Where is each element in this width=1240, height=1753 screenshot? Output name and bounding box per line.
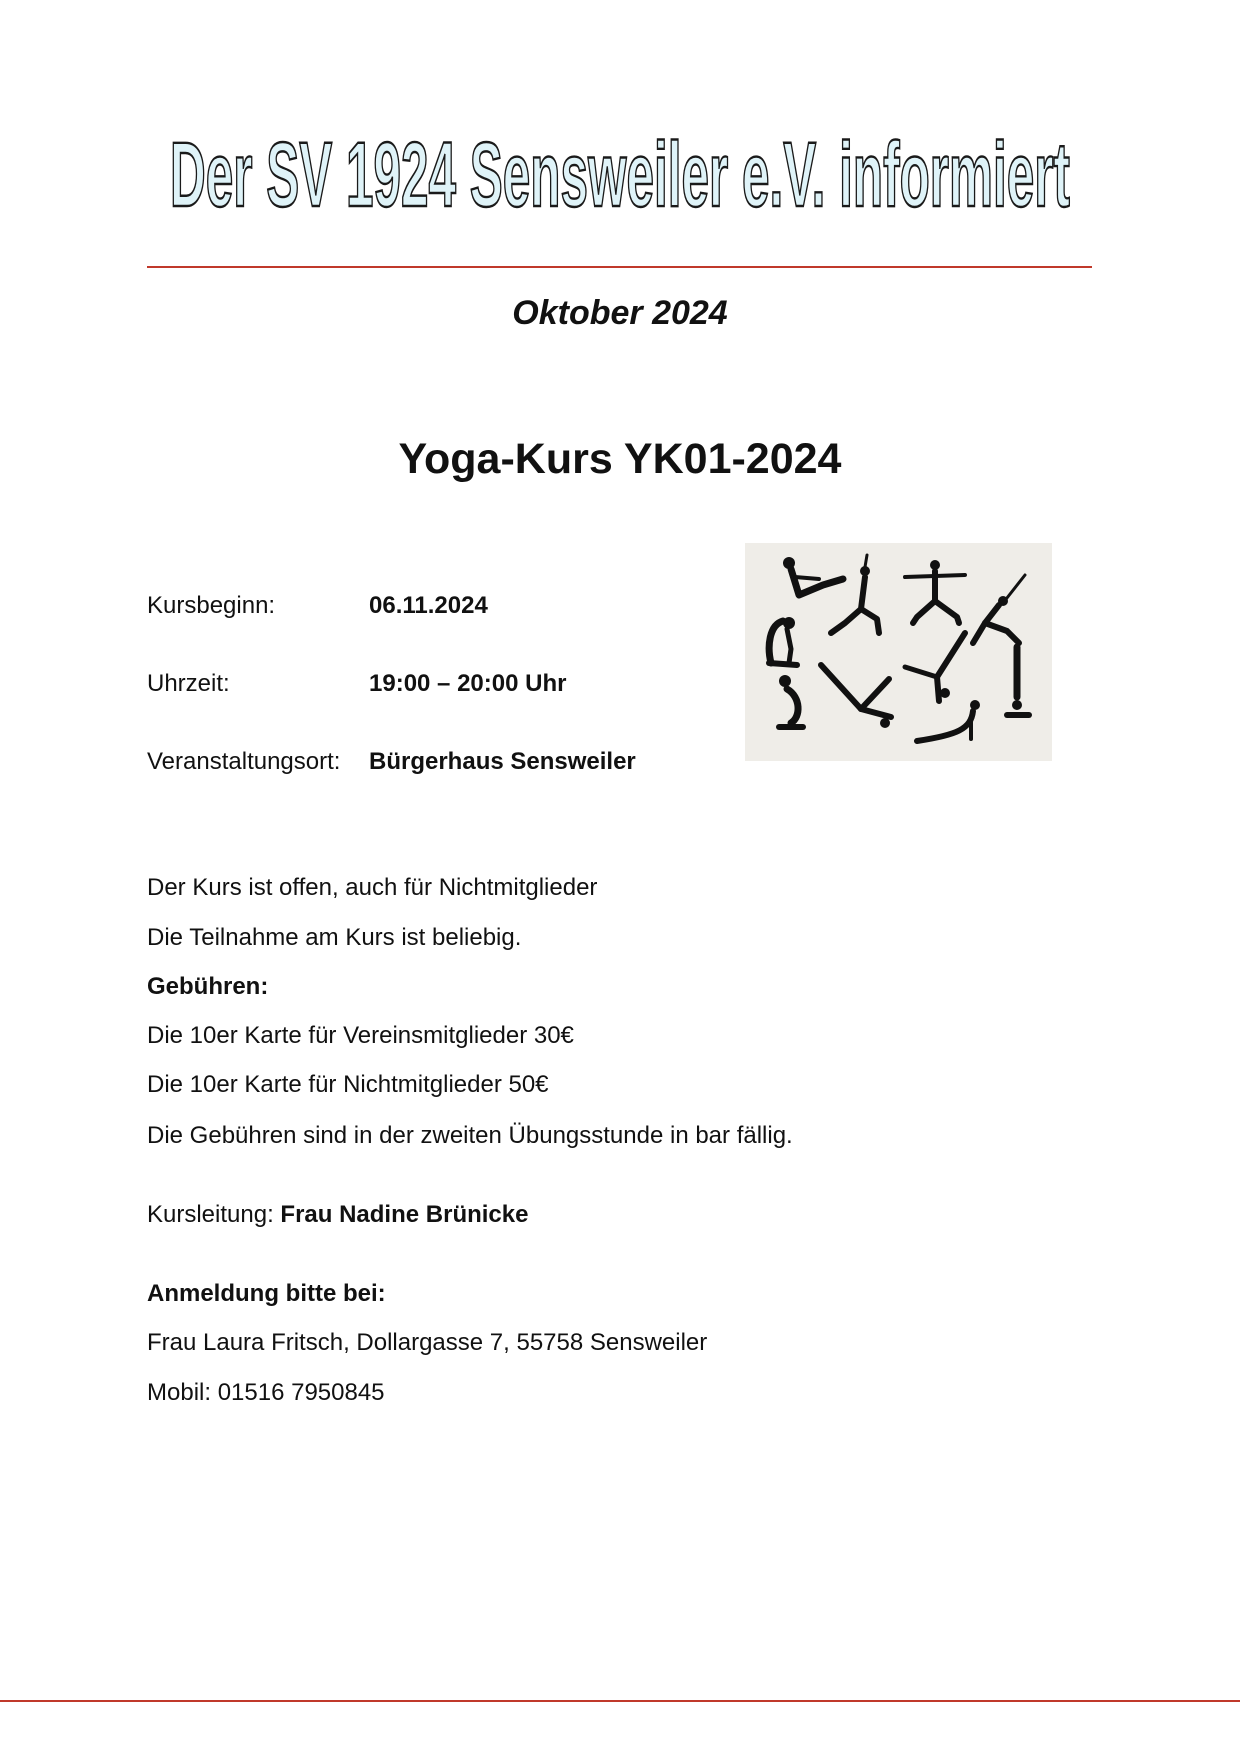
issue-month: Oktober 2024 [512, 294, 728, 332]
venue-label: Veranstaltungsort: [147, 748, 341, 775]
bottom-divider [0, 1700, 1240, 1702]
participation-text: Die Teilnahme am Kurs ist beliebig. [147, 924, 522, 951]
fee-nonmembers-text: Die 10er Karte für Nichtmitglieder 50€ [147, 1071, 549, 1098]
time-value: 19:00 – 20:00 Uhr [369, 670, 567, 697]
fees-heading: Gebühren: [147, 973, 269, 1000]
registration-heading: Anmeldung bitte bei: [147, 1280, 386, 1307]
fee-due-text: Die Gebühren sind in der zweiten Übungsstunde in bar fällig. [147, 1122, 793, 1149]
top-divider [147, 266, 1092, 268]
instructor-label: Kursleitung: [147, 1201, 281, 1228]
banner-text: Der SV 1924 Sensweiler e.V. informiert [170, 124, 1070, 225]
banner-svg [160, 120, 1080, 225]
venue-value: Bürgerhaus Sensweiler [369, 748, 636, 775]
yoga-poses-image [745, 543, 1052, 761]
registration-address: Frau Laura Fritsch, Dollargasse 7, 55758 Sensweiler [147, 1329, 708, 1356]
start-value: 06.11.2024 [369, 592, 488, 619]
banner-headline [160, 120, 1080, 225]
open-course-text: Der Kurs ist offen, auch für Nichtmitglieder [147, 874, 598, 901]
instructor-name: Frau Nadine Brünicke [280, 1201, 529, 1228]
start-label: Kursbeginn: [147, 592, 276, 619]
course-title: Yoga-Kurs YK01-2024 [398, 435, 842, 483]
instructor-line [147, 1201, 528, 1229]
time-label: Uhrzeit: [147, 670, 230, 697]
registration-phone: Mobil: 01516 7950845 [147, 1379, 385, 1406]
yoga-poses-icon [745, 543, 1052, 761]
fee-members-text: Die 10er Karte für Vereinsmitglieder 30€ [147, 1022, 574, 1049]
